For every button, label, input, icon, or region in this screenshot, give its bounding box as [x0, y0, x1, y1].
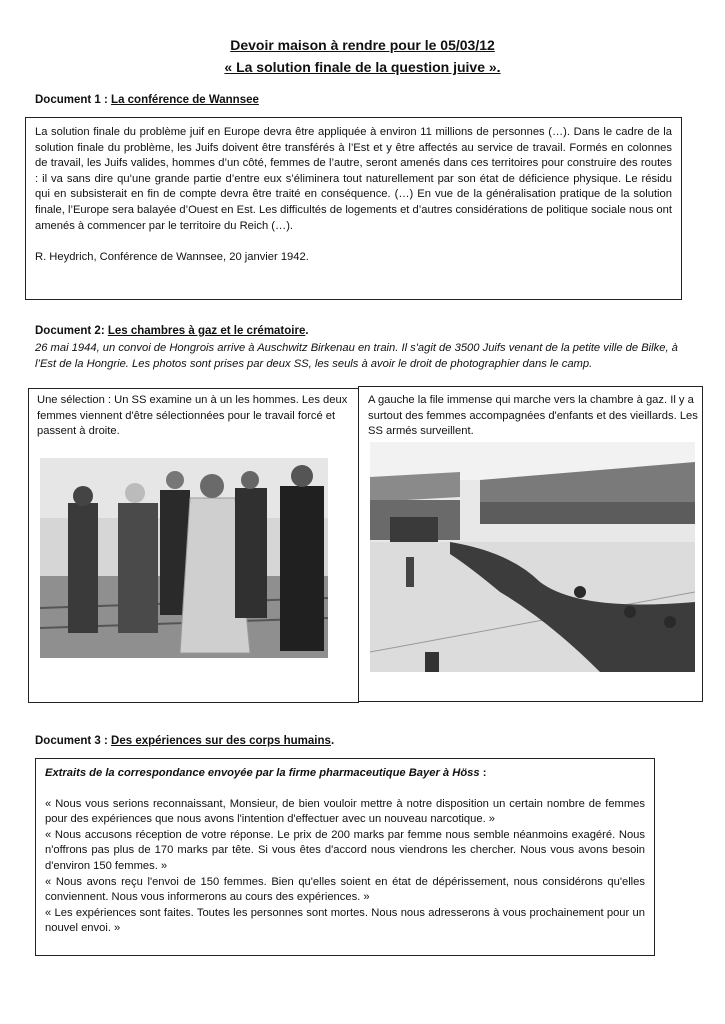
doc2-intro: 26 mai 1944, un convoi de Hongrois arrive à Auschwitz Birkenau en train. Il s'agit de 3500 Juifs venant de la petite ville de Bilke, à l’Est de la Hongrie. Les photos sont prises par deux SS, les seuls à avoir le droit de photographier dans le camp.	[35, 342, 678, 370]
doc3-heading-end: :	[479, 767, 487, 779]
doc3-heading	[35, 734, 334, 750]
doc3-quote-2: « Nous accusons réception de votre réponse. Le prix de 200 marks par femme nous semble néanmoins exagéré. Nous n'offrons pas plus de 170 marks par tête. Si vous êtes d'accord nous viendrons les chercher. Nous vous avons besoin d'environ 150 femmes. »	[45, 828, 645, 872]
doc3-label: Document 3 :	[35, 735, 112, 747]
doc3-source-heading	[45, 766, 645, 782]
queue-photo	[370, 442, 695, 672]
page-title-line1: Devoir maison à rendre pour le 05/03/12	[230, 37, 495, 53]
doc3-heading-text: Extraits de la correspondance envoyée par la firme pharmaceutique Bayer à Höss	[45, 767, 480, 779]
doc1-heading	[35, 93, 259, 109]
doc1-label: Document 1 :	[35, 94, 112, 106]
doc2-right-caption: A gauche la file immense qui marche vers la chambre à gaz. Il y a surtout des femmes accompagnées d'enfants et des vieillards. Les SS armés surveillent.	[368, 394, 698, 438]
doc1-title: La conférence de Wannsee	[111, 94, 259, 106]
page-title-line2: « La solution finale de la question juive ».	[224, 59, 501, 75]
doc1-source: R. Heydrich, Conférence de Wannsee, 20 janvier 1942.	[35, 251, 309, 264]
doc3-quote-3: « Nous avons reçu l'envoi de 150 femmes. Bien qu'elles soient en état de dépérissement, nous considérons qu'elles conviennent. Nous vous informerons au cours des expériences. »	[45, 875, 645, 904]
doc2-left-caption: Une sélection : Un SS examine un à un les hommes. Les deux femmes viennent d'être sélectionnées pour le travail forcé et passent à droite.	[37, 394, 348, 438]
doc3-title-end: .	[330, 735, 335, 747]
doc2-label: Document 2:	[35, 325, 108, 337]
doc3-quote-1: « Nous vous serions reconnaissant, Monsieur, de bien vouloir mettre à notre disposition un certain nombre de femmes pour des expériences que nous avons l'intention d'effectuer avec un nouveau narcotique. »	[45, 797, 645, 826]
doc1-box	[25, 117, 682, 300]
doc3-title: Des expériences sur des corps humains	[111, 735, 331, 747]
doc2-heading	[35, 324, 309, 340]
doc2-right-box	[358, 386, 703, 702]
doc2-title-end: .	[305, 325, 309, 337]
doc1-text: La solution finale du problème juif en Europe devra être appliquée à environ 11 millions de personnes (…). Dans le cadre de la solution finale du problème, les Juifs doivent être transférés à l’Est et y être affectés au service de travail. Formés en colonnes de travail, les Juifs valides, hommes d’un côté, femmes de l’autre, seront amenés dans ces territoires pour construire des routes : il va sans dire qu’une grande partie d’entre eux s’éliminera tout naturellement par son état de déficience physique. Le résidu qui en subsisterait en fin de compte devra être traité en conséquence. (…) En vue de la généralisation pratique de la solution finale, l’Europe sera balayée d’Ouest en Est. Les difficultés de logements et d’autres considérations de politique sociale nous ont amenés à commencer par le territoire du Reich (…).	[35, 126, 672, 232]
doc3-quote-4: « Les expériences sont faites. Toutes les personnes sont mortes. Nous nous adresserons à vous prochainement pour un nouvel envoi. »	[45, 906, 645, 935]
doc2-left-box	[28, 388, 359, 703]
selection-photo	[40, 458, 328, 658]
doc3-box	[35, 758, 655, 956]
doc2-title: Les chambres à gaz et le crématoire	[107, 325, 306, 337]
